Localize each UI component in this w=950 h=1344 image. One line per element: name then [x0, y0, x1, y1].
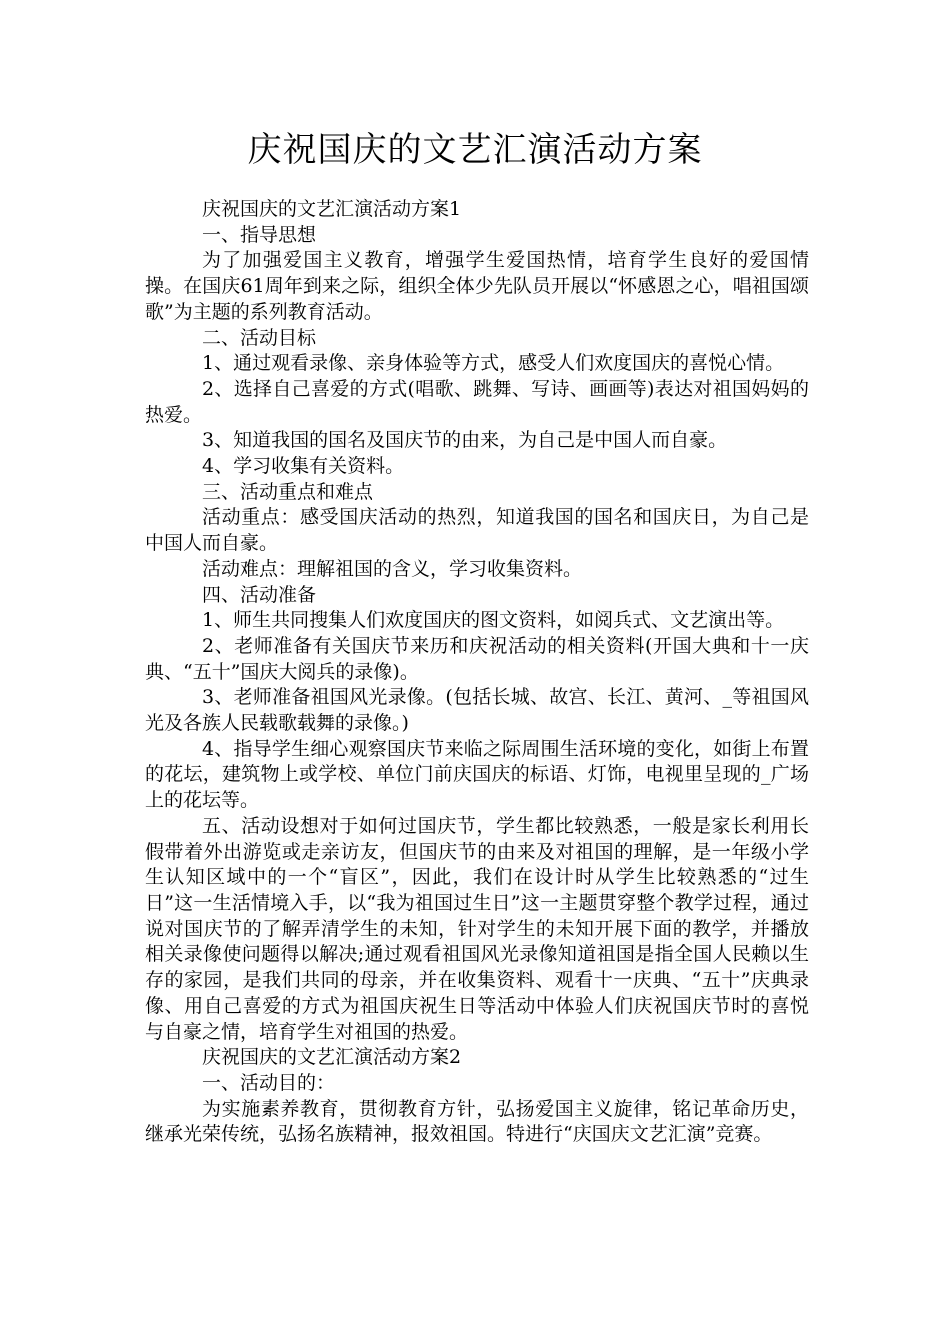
- paragraph-section-purpose: 一、活动目的：: [202, 1071, 336, 1094]
- paragraph-goal-3: 3、知道我国的国名及国庆节的由来，为自己是中国人而自豪。: [202, 429, 728, 452]
- paragraph-prep-2: 2、老师准备有关国庆节来历和庆祝活动的相关资料(开国大典和十一庆典、“五十”国庆大阅兵的录像)。: [145, 634, 809, 683]
- paragraph-section-activity-concept: 五、活动设想对于如何过国庆节，学生都比较熟悉，一般是家长利用长假带着外出游览或走亲访友，但国庆节的由来及对祖国的理解，是一年级小学生认知区域中的一个“盲区”，因此，我们在设计时从学生比较熟悉的“过生日”这一生活情境入手，以“我为祖国过生日”这一主题贯穿整个教学过程，通过说对国庆节的了解弄清学生的未知，针对学生的未知开展下面的教学，并播放相关录像使问题得以解决;通过观看祖国风光录像知道祖国是指全国人民赖以生存的家园，是我们共同的母亲，并在收集资料、观看十一庆典、“五十”庆典录像、用自己喜爱的方式为祖国庆祝生日等活动中体验人们庆祝国庆节时的喜悦与自豪之情，培育学生对祖国的热爱。: [145, 814, 809, 1043]
- paragraph-guiding-thought-text: 为了加强爱国主义教育，增强学生爱国热情，培育学生良好的爱国情操。在国庆61周年到来之际，组织全体少先队员开展以“怀感恩之心，唱祖国颂歌”为主题的系列教育活动。: [145, 249, 809, 323]
- paragraph-goal-1: 1、通过观看录像、亲身体验等方式，感受人们欢度国庆的喜悦心情。: [202, 352, 785, 375]
- paragraph-section-preparation: 四、活动准备: [202, 583, 317, 606]
- paragraph-prep-4: 4、指导学生细心观察国庆节来临之际周围生活环境的变化，如街上布置的花坛，建筑物上或学校、单位门前庆国庆的标语、灯饰，电视里呈现的_广场上的花坛等。: [145, 737, 809, 812]
- paragraph-prep-3: 3、老师准备祖国风光录像。(包括长城、故宫、长江、黄河、_等祖国风光及各族人民载歌载舞的录像。): [145, 686, 809, 735]
- paragraph-goal-4: 4、学习收集有关资料。: [202, 455, 405, 478]
- paragraph-section-guiding-thought: 一、指导思想: [202, 223, 317, 246]
- paragraph-prep-1: 1、师生共同搜集人们欢度国庆的图文资料，如阅兵式、文艺演出等。: [202, 609, 785, 632]
- paragraph-difficulty: 活动难点：理解祖国的含义，学习收集资料。: [202, 557, 583, 580]
- paragraph-plan2-heading: 庆祝国庆的文艺汇演活动方案2: [202, 1046, 462, 1069]
- document-title: 庆祝国庆的文艺汇演活动方案: [247, 130, 703, 170]
- paragraph-plan1-heading: 庆祝国庆的文艺汇演活动方案1: [202, 198, 462, 220]
- paragraph-key-point: 活动重点：感受国庆活动的热烈，知道我国的国名和国庆日，为自己是中国人而自豪。: [145, 506, 809, 555]
- document-body: [145, 197, 809, 1148]
- paragraph-section-goals: 二、活动目标: [202, 326, 317, 349]
- paragraph-purpose-text: 为实施素养教育，贯彻教育方针，弘扬爱国主义旋律，铭记革命历史，继承光荣传统，弘扬名族精神，报效祖国。特进行“庆国庆文艺汇演”竞赛。: [145, 1097, 809, 1146]
- paragraph-goal-2: 2、选择自己喜爱的方式(唱歌、跳舞、写诗、画画等)表达对祖国妈妈的热爱。: [145, 377, 809, 426]
- paragraph-section-key-points: 三、活动重点和难点: [202, 480, 374, 503]
